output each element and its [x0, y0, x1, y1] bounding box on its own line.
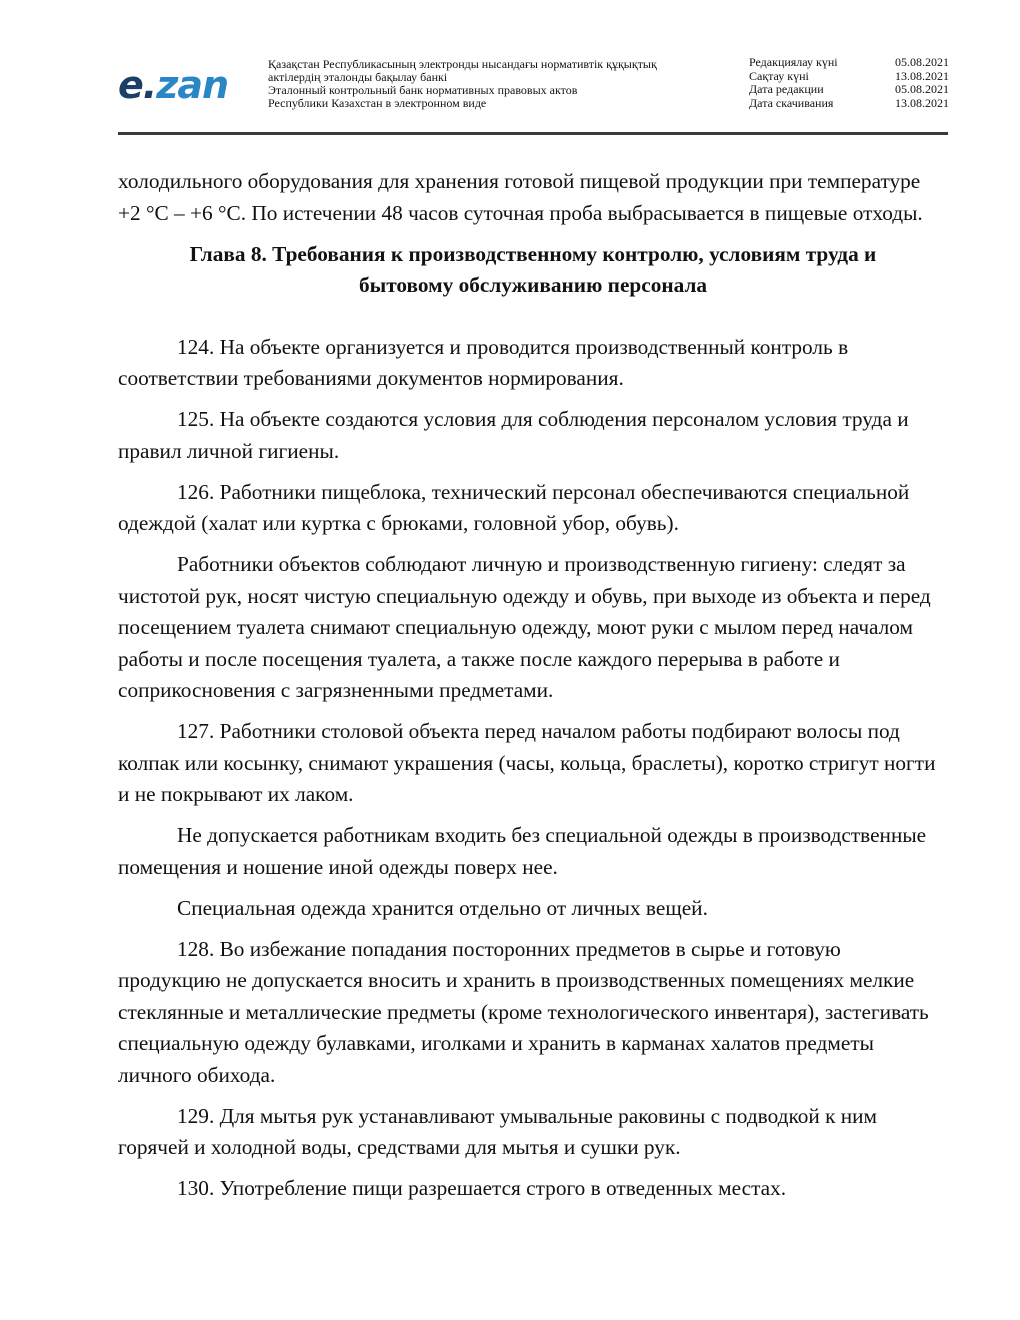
chapter-heading	[118, 239, 948, 302]
header-desc-line: Республики Казахстан в электронном виде	[268, 96, 487, 110]
meta-value: 05.08.2021	[895, 82, 949, 96]
intro-paragraph: холодильного оборудования для хранения готовой пищевой продукции при температуре +2 °С – +6 °С. По истечении 48 часов суточная проба выбрасывается в пищевые отходы.	[118, 169, 923, 225]
paragraph-storage: Специальная одежда хранится отдельно от личных вещей.	[177, 895, 708, 920]
paragraph-128: 128. Во избежание попадания посторонних предметов в сырье и готовую продукцию не допускается вносить и хранить в производственных помещениях мелкие стеклянные и металлические предметы (кроме технологического инвентаря), застегивать специальную одежду булавками, иголками и хранить в карманах халатов предметы личного обихода.	[118, 936, 929, 1087]
meta-label: Дата редакции	[749, 82, 824, 96]
header-desc-line: актілердің эталонды бақылау банкі	[268, 70, 448, 84]
meta-row-download-date-ru	[749, 97, 949, 111]
chapter-heading-line: Глава 8. Требования к производственному контролю, условиям труда и	[189, 241, 877, 266]
chapter-heading-line: бытовому обслуживанию персонала	[358, 273, 708, 297]
meta-value: 13.08.2021	[895, 68, 949, 83]
meta-label: Сақтау күні	[749, 68, 809, 83]
header-desc-line: Эталонный контрольный банк нормативных правовых актов	[268, 83, 578, 97]
meta-row-save-date-kz	[749, 70, 949, 84]
header-description	[268, 58, 728, 110]
document-header	[118, 52, 948, 132]
meta-value: 05.08.2021	[895, 55, 949, 69]
paragraph-129: 129. Для мытья рук устанавливают умывальные раковины с подводкой к ним горячей и холодной воды, средствами для мытья и сушки рук.	[118, 1103, 878, 1159]
paragraph-125: 125. На объекте создаются условия для соблюдения персоналом условия труда и правил личной гигиены.	[118, 407, 909, 463]
meta-value: 13.08.2021	[895, 95, 949, 110]
header-divider	[118, 132, 948, 135]
meta-row-edit-date-ru	[749, 83, 949, 97]
paragraph-130: 130. Употребление пищи разрешается строго в отведенных местах.	[177, 1176, 787, 1200]
header-desc-line: Қазақстан Республикасының электронды нысандағы нормативтік құқықтық	[268, 57, 657, 71]
meta-label: Редакциялау күні	[749, 55, 838, 69]
meta-row-edit-date-kz	[749, 56, 949, 70]
ezan-logo	[118, 62, 238, 108]
logo-suffix: zan	[156, 63, 229, 107]
meta-label: Дата скачивания	[749, 95, 834, 110]
paragraph-hygiene: Работники объектов соблюдают личную и производственную гигиену: следят за чистотой рук, носят чистую специальную одежду и обувь, при выходе из объекта и перед посещением туалета снимают специальную одежду, моют руки с мылом перед началом работы и после посещения туалета, а также после каждого перерыва в работе и соприкосновения с загрязненными предметами.	[118, 552, 931, 702]
header-dates	[749, 56, 949, 110]
document-body	[118, 166, 948, 1214]
paragraph-124: 124. На объекте организуется и проводится производственный контроль в соответствии требованиями документов нормирования.	[118, 334, 849, 390]
paragraph-127: 127. Работники столовой объекта перед началом работы подбирают волосы под колпак или косынку, снимают украшения (часы, кольца, браслеты), коротко стригут ногти и не покрывают их лаком.	[118, 719, 936, 806]
paragraph-no-entry: Не допускается работникам входить без специальной одежды в производственные помещения и ношение иной одежды поверх нее.	[118, 823, 927, 879]
logo-prefix: e.	[118, 63, 157, 107]
paragraph-126: 126. Работники пищеблока, технический персонал обеспечиваются специальной одеждой (халат или куртка с брюками, головной убор, обувь).	[118, 479, 910, 535]
